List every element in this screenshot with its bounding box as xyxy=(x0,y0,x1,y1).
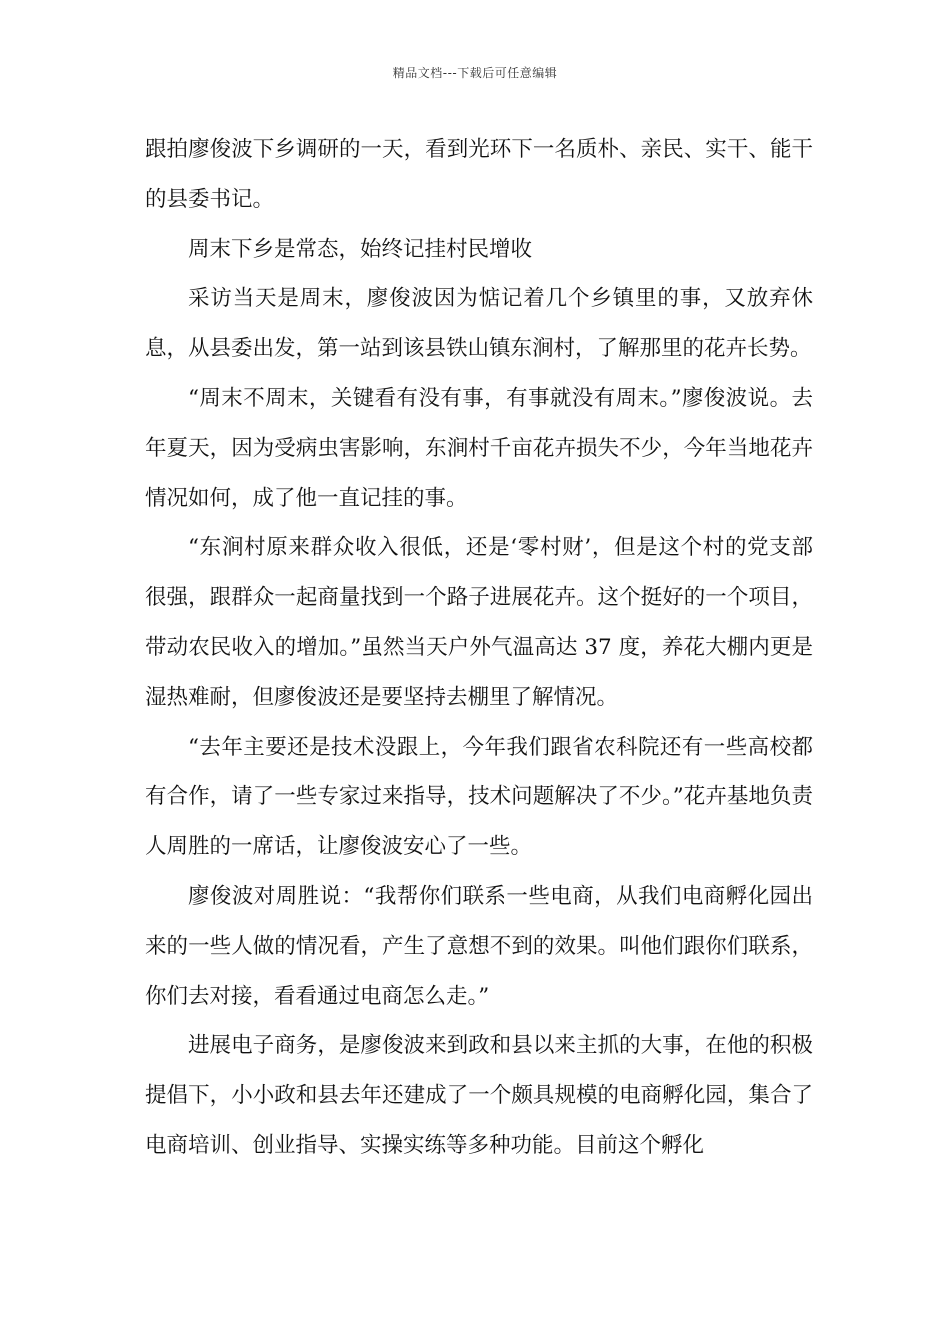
paragraph: “东涧村原来群众收入很低，还是‘零村财’，但是这个村的党支部很强，跟群众一起商量找到一个路子进展花卉。这个挺好的一个项目，带动农民收入的增加。”虽然当天户外气温高达 37 度，养花大棚内更是湿热难耐，但廖俊波还是要坚持去棚里了解情况。 xyxy=(145,535,813,710)
paragraph: 进展电子商务，是廖俊波来到政和县以来主抓的大事，在他的积极提倡下，小小政和县去年还建成了一个颇具规模的电商孵化园，集合了电商培训、创业指导、实操实练等多种功能。目前这个孵化 xyxy=(145,1033,813,1158)
paragraph: 跟拍廖俊波下乡调研的一天，看到光环下一名质朴、亲民、实干、能干的县委书记。 xyxy=(145,137,813,212)
paragraph: “周末不周末，关键看有没有事，有事就没有周末。”廖俊波说。去年夏天，因为受病虫害影响，东涧村千亩花卉损失不少，今年当地花卉情况如何，成了他一直记挂的事。 xyxy=(145,385,813,511)
page-header: 精品文档---下载后可任意编辑 xyxy=(392,66,558,80)
section-heading: 周末下乡是常态，始终记挂村民增收 xyxy=(188,236,533,262)
paragraph: “去年主要还是技术没跟上，今年我们跟省农科院还有一些高校都有合作，请了一些专家过来指导，技术问题解决了不少。”花卉基地负责人周胜的一席话，让廖俊波安心了一些。 xyxy=(145,734,813,860)
paragraph: 廖俊波对周胜说：“我帮你们联系一些电商，从我们电商孵化园出来的一些人做的情况看，产生了意想不到的效果。叫他们跟你们联系，你们去对接，看看通过电商怎么走。” xyxy=(145,883,813,1009)
document-body xyxy=(145,125,813,1171)
paragraph: 采访当天是周末，廖俊波因为惦记着几个乡镇里的事，又放弃休息，从县委出发，第一站到该县铁山镇东涧村，了解那里的花卉长势。 xyxy=(145,286,813,362)
